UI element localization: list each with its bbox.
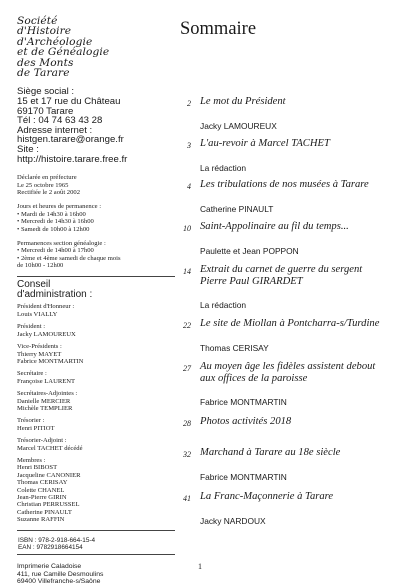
board-role: Membres : xyxy=(17,456,46,464)
hours-line: • Samedi de 10h00 à 12h00 xyxy=(17,225,90,233)
board-role: Président d'Honneur : xyxy=(17,303,75,311)
board-member-name: Marcel TACHET décédé xyxy=(17,444,83,452)
board-group xyxy=(17,323,175,338)
toc-title-line: Photos activités 2018 xyxy=(200,416,292,427)
board-title xyxy=(17,280,175,301)
board-groups xyxy=(17,303,175,523)
section-divider xyxy=(17,530,175,531)
toc-title-line: Les tribulations de nos musées à Tarare xyxy=(200,179,369,190)
ean-number: EAN : 9782918664154 xyxy=(18,544,83,552)
toc-author: Thomas CERISAY xyxy=(200,342,269,353)
board-role: Secrétaires-Adjointes : xyxy=(17,390,78,398)
toc-page-number: 27 xyxy=(183,364,191,373)
board-group xyxy=(17,437,175,452)
toc-article-title xyxy=(200,179,369,191)
genealogy-hours-block xyxy=(17,240,175,270)
toc-page-number: 3 xyxy=(187,141,191,150)
toc-author: Fabrice MONTMARTIN xyxy=(200,471,287,482)
toc-author: Jacky LAMOUREUX xyxy=(200,120,277,131)
toc-page-number: 10 xyxy=(183,224,191,233)
genealogy-hours-line: de 10h00 - 12h00 xyxy=(17,262,64,270)
phone-line: Tél : 04 74 63 43 28 xyxy=(17,115,103,127)
printer-line: 69400 Villefranche-s/Saône xyxy=(17,578,101,586)
declaration-line: Le 25 octobre 1965 xyxy=(17,181,69,189)
toc-page-number: 4 xyxy=(187,182,191,191)
society-name-line: d'Archéologie xyxy=(17,35,93,48)
toc-title-line: La Franc-Maçonnerie à Tarare xyxy=(200,491,334,502)
toc-article-title xyxy=(200,318,379,330)
toc-author: La rédaction xyxy=(200,300,247,311)
board-role: Vice-Présidents : xyxy=(17,343,62,351)
website-link[interactable]: http://histoire.tarare.free.fr xyxy=(17,153,128,165)
toc-page-number: 22 xyxy=(183,321,191,330)
board-member-name: Thierry MAYET xyxy=(17,350,62,358)
toc-article-title xyxy=(200,491,333,503)
toc-title-line: Pierre Paul GIRARDET xyxy=(200,275,303,287)
address-line: Site : xyxy=(17,144,39,155)
address-line: Siège social : xyxy=(17,86,75,98)
toc-article-title xyxy=(200,361,375,384)
society-name-line: d'Histoire xyxy=(17,25,72,38)
toc-article-title xyxy=(200,138,330,150)
genealogy-hours-line: • Mercredi de 14h00 à 17h00 xyxy=(17,247,94,255)
society-name xyxy=(17,16,121,78)
toc-title-line: aux offices de la paroisse xyxy=(200,372,308,384)
hours-line: • Mercredi de 14h30 à 16h00 xyxy=(17,218,94,226)
genealogy-hours-line: • 2ème et 4ème samedi de chaque mois xyxy=(17,254,121,262)
toc-article-title xyxy=(200,221,349,233)
board-member-name: Henri BIBOST xyxy=(17,464,58,472)
hours-line: • Mardi de 14h30 à 16h00 xyxy=(17,210,86,218)
board-title-line: d'administration : xyxy=(17,289,93,301)
toc-author: Paulette et Jean POPPON xyxy=(200,245,299,256)
toc-article-title xyxy=(200,96,286,108)
board-member-name: Jean-Pierre GIRIN xyxy=(17,494,67,501)
declaration-block xyxy=(17,174,175,196)
printer-line: Imprimerie Caladoise xyxy=(17,562,82,570)
address-line: 15 et 17 rue du Château xyxy=(17,96,121,108)
page-number: 1 xyxy=(198,562,202,571)
declaration-line: Rectifiée le 2 août 2002 xyxy=(17,189,80,196)
toc-article-title xyxy=(200,447,340,459)
society-name-line: de Tarare xyxy=(17,67,70,80)
society-name-line: et de Généalogie xyxy=(17,46,110,59)
toc-author: Catherine PINAULT xyxy=(200,203,274,214)
board-role: Secrétaire : xyxy=(17,370,47,378)
toc-article-title xyxy=(200,264,362,287)
hours-line: Jours et heures de permanence : xyxy=(17,203,102,211)
board-title-line: Conseil xyxy=(17,278,51,290)
toc-page-number: 41 xyxy=(183,494,191,503)
board-member-name: Thomas CERISAY xyxy=(17,479,68,487)
board-group xyxy=(17,303,175,318)
board-member-name: Jacqueline CANONIER xyxy=(17,471,81,479)
board-role: Trésorier : xyxy=(17,417,45,425)
board-group xyxy=(17,343,175,365)
board-role: Président : xyxy=(17,323,46,331)
declaration-line: Déclarée en préfecture xyxy=(17,174,77,182)
board-member-name: Henri PITIOT xyxy=(17,424,55,432)
board-member-name: Jacky LAMOUREUX xyxy=(17,330,76,338)
society-name-line: des Monts xyxy=(17,56,74,69)
board-member-name: Louis VIALLY xyxy=(17,310,58,318)
section-divider xyxy=(17,554,175,555)
board-group xyxy=(17,417,175,432)
toc-page-number: 28 xyxy=(183,419,191,428)
address-line: 69170 Tarare xyxy=(17,105,74,117)
address-line: Adresse internet : xyxy=(17,124,93,136)
section-divider xyxy=(17,276,175,277)
toc-title-line: Au moyen âge les fidèles assistent debout xyxy=(200,361,376,372)
masthead-column xyxy=(17,16,175,586)
board-role: Trésorier-Adjoint : xyxy=(17,437,67,445)
board-member-name: Danielle MERCIER xyxy=(17,397,71,405)
board-block xyxy=(17,280,175,524)
board-group xyxy=(17,457,175,524)
printer-line: 411, rue Camille Desmoulins xyxy=(17,570,104,578)
opening-hours-block xyxy=(17,203,175,233)
address-block xyxy=(17,87,175,164)
toc-author: Fabrice MONTMARTIN xyxy=(200,397,287,408)
board-member-name: Michèle TEMPLIER xyxy=(17,404,73,412)
board-member-name: Christian PERRUSSEL xyxy=(17,501,80,509)
board-member-name: Françoise LAURENT xyxy=(17,377,76,385)
board-member-name: Colette CHANEL xyxy=(17,486,65,494)
genealogy-hours-line: Permanences section généalogie : xyxy=(17,240,106,248)
toc-title-line: Le site de Miollan à Pontcharra-s/Turdine xyxy=(200,318,380,329)
board-group xyxy=(17,390,175,412)
toc-title-line: Le mot du Président xyxy=(200,96,286,107)
toc-author: Jacky NARDOUX xyxy=(200,515,266,526)
toc-page-number: 32 xyxy=(183,450,191,459)
board-member-name: Suzanne RAFFIN xyxy=(17,516,65,524)
email-link[interactable]: histgen.tarare@orange.fr xyxy=(17,134,124,146)
society-name-line: Société xyxy=(17,15,58,27)
table-of-contents xyxy=(175,18,390,526)
toc-article-title xyxy=(200,416,291,428)
toc-page-number: 14 xyxy=(183,267,191,276)
isbn-block xyxy=(17,535,175,554)
board-member-name: Fabrice MONTMARTIN xyxy=(17,357,84,365)
toc-title-line: Extrait du carnet de guerre du sergent xyxy=(200,264,363,275)
toc-page-number: 2 xyxy=(187,99,191,108)
toc-author: La rédaction xyxy=(200,162,247,173)
toc-title-line: Saint-Appolinaire au fil du temps... xyxy=(200,221,349,232)
toc-title-line: L'au-revoir à Marcel TACHET xyxy=(200,138,330,149)
sommaire-title: Sommaire xyxy=(180,19,257,39)
board-group xyxy=(17,370,175,385)
board-member-name: Catherine PINAULT xyxy=(17,508,72,516)
isbn-number: ISBN : 978-2-918-664-15-4 xyxy=(18,536,96,544)
toc-title-line: Marchand à Tarare au 18e siècle xyxy=(200,447,341,458)
